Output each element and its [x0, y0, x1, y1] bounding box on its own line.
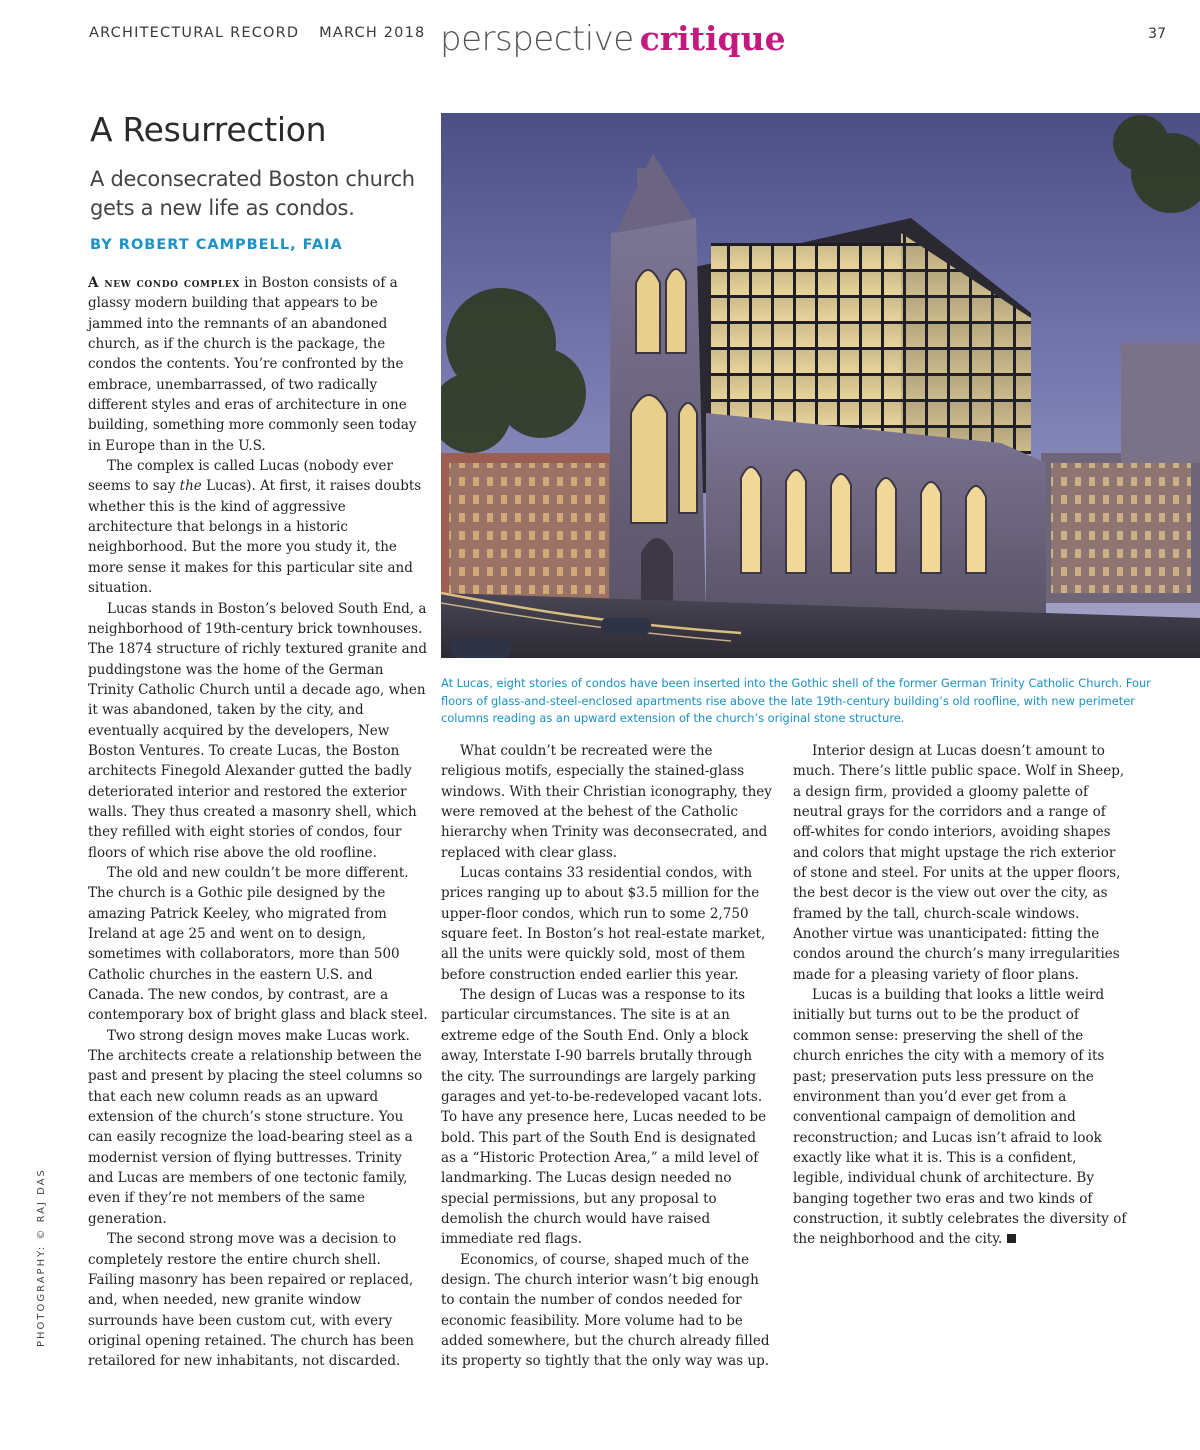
- paragraph-8: Lucas contains 33 residential condos, with prices ranging up to about $3.5 million for the upper-floor condos, which run to some 2,750 square feet. In Boston’s hot real-estate market, all the units were quickly sold, most of them before construction ended earlier this year.: [441, 865, 766, 983]
- church-photo-illustration: [441, 113, 1200, 658]
- article-dek: A deconsecrated Boston church gets a new life as condos.: [90, 167, 415, 220]
- photo-credit: PHOTOGRAPHY: © RAJ DAS: [36, 1168, 47, 1347]
- paragraph-6: The second strong move was a decision to completely restore the entire church shell. Failing masonry has been repaired or replaced, and, when needed, new granite window surrounds have been custom cut, with every original opening retained. The church has been retailored for new inhabitants, not discarded.: [88, 1231, 414, 1370]
- paragraph-10: Economics, of course, shaped much of the design. The church interior wasn’t big enough to contain the number of condos needed for economic feasibility. More volume had to be added somewhere, but the church already filled its property so tightly that the only way was up.: [441, 1251, 770, 1370]
- running-header: [89, 25, 425, 41]
- paragraph-12: Lucas is a building that looks a little weird initially but turns out to be the product of common sense: preserving the shell of the church enriches the city with a memory of its past; preservation puts less pressure on the environment than you’d ever get from a conventional campaign of demolition and reconstruction; and Lucas isn’t afraid to look exactly like what it is. This is a confident, legible, individual chunk of architecture. By banging together two eras and two kinds of construction, it subtly celebrates the diversity of the neighborhood and the city.: [793, 987, 1127, 1248]
- paragraph-7: What couldn’t be recreated were the religious motifs, especially the stained-glass windows. With their Christian iconography, they were removed at the behest of the Catholic hierarchy when Trinity was deconsecrated, and replaced with clear glass.: [441, 743, 772, 861]
- page-number: 37: [1148, 26, 1166, 42]
- article-photo: [441, 113, 1200, 658]
- paragraph-2: The complex is called Lucas (nobody ever seems to say the Lucas). At first, it raises doubts whether this is the kind of aggressive architecture that belongs in a historic neighborhood. But the more you study it, the more sense it makes for this particular site and situation.: [88, 458, 422, 597]
- end-mark-icon: [1007, 1234, 1016, 1243]
- issue-date: MARCH 2018: [319, 25, 426, 41]
- paragraph-3: Lucas stands in Boston’s beloved South End, a neighborhood of 19th-century brick townhouses. The 1874 structure of richly textured granite and puddingstone was the home of the German Trinity Catholic Church until a decade ago, when it was abandoned, taken by the city, and eventually acquired by the developers, New Boston Ventures. To create Lucas, the Boston architects Finegold Alexander gutted the badly deteriorated interior and restored the exterior walls. They thus created a masonry shell, which they refilled with eight stories of condos, four floors of which rise above the old roofline.: [88, 600, 427, 861]
- paragraph-5: Two strong design moves make Lucas work. The architects create a relationship between the past and present by placing the steel columns so that each new column reads as an upward extension of the church’s stone structure. You can easily recognize the load-bearing steel as a modernist version of flying buttresses. Trinity and Lucas are members of one tectonic family, even if they’re not members of the same generation.: [88, 1027, 423, 1227]
- lead-in: A new condo complex: [88, 275, 240, 291]
- section-title: [440, 19, 786, 59]
- magazine-name: ARCHITECTURAL RECORD: [89, 25, 300, 41]
- section-word-critique: critique: [639, 19, 786, 58]
- article-title: A Resurrection: [90, 110, 327, 149]
- photo-caption: At Lucas, eight stories of condos have been inserted into the Gothic shell of the former German Trinity Catholic Church. Four floors of glass-and-steel-enclosed apartments rise above the late 19th-century building’s old roofline, with new perimeter columns reading as an upward extension of the church’s original stone structure.: [441, 676, 1151, 725]
- paragraph-4: The old and new couldn’t be more different. The church is a Gothic pile designed by the amazing Patrick Keeley, who migrated from Ireland at age 25 and went on to design, sometimes with collaborators, more than 500 Catholic churches in the eastern U.S. and Canada. The new condos, by contrast, are a contemporary box of bright glass and black steel.: [88, 864, 428, 1024]
- paragraph-11: Interior design at Lucas doesn’t amount to much. There’s little public space. Wolf in Sheep, a design firm, provided a gloomy palette of neutral grays for the corridors and a range of off-whites for condo interiors, avoiding shapes and colors that might upstage the rich exterior of stone and steel. For units at the upper floors, the best decor is the view out over the city, as framed by the tall, church-scale windows. Another virtue was unanticipated: fitting the condos around the church’s many irregularities made for a pleasing variety of floor plans.: [793, 743, 1125, 983]
- byline: BY ROBERT CAMPBELL, FAIA: [90, 237, 343, 253]
- body-column-3: [793, 741, 1127, 1250]
- section-word-perspective: perspective: [440, 19, 634, 59]
- body-column-2: [441, 741, 775, 1372]
- paragraph-9: The design of Lucas was a response to its particular circumstances. The site is at an extreme edge of the South End. Only a block away, Interstate I-90 barrels brutally through the city. The surroundings are largely parking garages and yet-to-be-redeveloped vacant lots. To have any presence here, Lucas needed to be bold. This part of the South End is designated as a “Historic Protection Area,” a mild level of landmarking. The Lucas design needed no special permissions, but any proposal to demolish the church would have raised immediate red flags.: [441, 987, 767, 1248]
- body-column-1: [88, 273, 428, 1372]
- paragraph-1: A new condo complex in Boston consists of a glassy modern building that appears to be jammed into the remnants of an abandoned church, as if the church is the package, the condos the contents. You’re confronted by the embrace, unembarrassed, of two radically different styles and eras of architecture in one building, something more commonly seen today in Europe than in the U.S.: [88, 275, 417, 454]
